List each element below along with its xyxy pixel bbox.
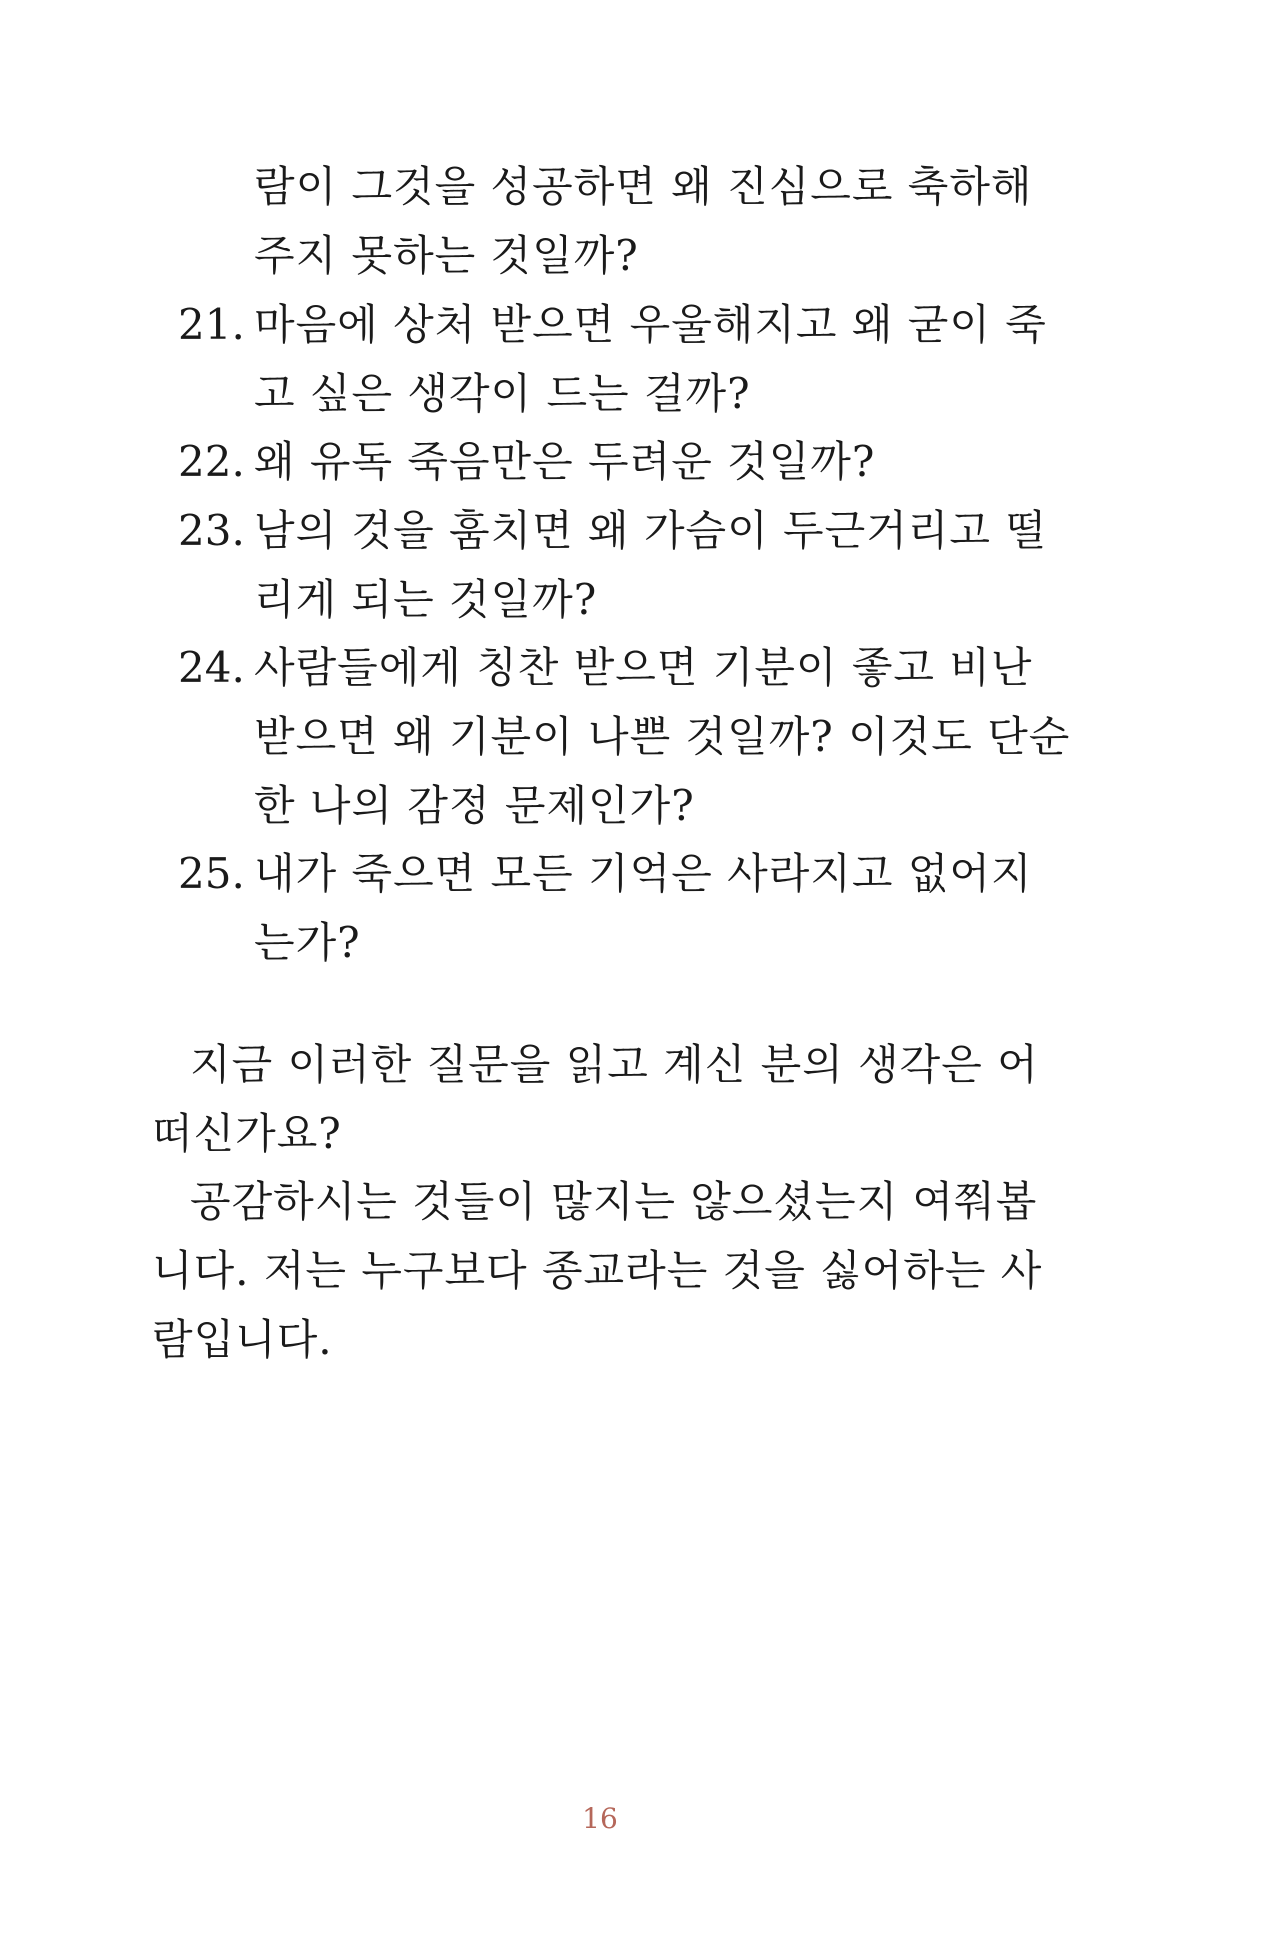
- question-line: 왜 유독 죽음만은 두려운 것일까?: [254, 437, 876, 486]
- question-line: 주지 못하는 것일까?: [254, 231, 639, 280]
- question-line: 마음에 상처 받으면 우울해지고 왜 굳이 죽: [254, 300, 1047, 349]
- question-line: 남의 것을 훔치면 왜 가슴이 두근거리고 떨: [254, 506, 1047, 555]
- question-line: 사람들에게 칭찬 받으면 기분이 좋고 비난: [254, 643, 1033, 692]
- question-number: 25.: [178, 849, 245, 898]
- question-line: 리게 되는 것일까?: [254, 575, 598, 624]
- question-number: 22.: [178, 437, 245, 486]
- question-number: 24.: [178, 643, 245, 692]
- question-line: 받으면 왜 기분이 나쁜 것일까? 이것도 단순: [254, 712, 1071, 761]
- page-number: 16: [582, 1802, 618, 1835]
- question-line: 람이 그것을 성공하면 왜 진심으로 축하해: [254, 162, 1033, 211]
- question-line: 한 나의 감정 문제인가?: [254, 781, 695, 830]
- question-line: 내가 죽으면 모든 기억은 사라지고 없어지: [254, 849, 1033, 898]
- question-line: 고 싶은 생각이 드는 걸까?: [254, 369, 751, 418]
- question-number: 21.: [178, 300, 245, 349]
- paragraph-line: 공감하시는 것들이 많지는 않으셨는지 여쭤봅: [190, 1177, 1038, 1226]
- paragraph-line: 람입니다.: [152, 1315, 333, 1364]
- paragraph-line: 지금 이러한 질문을 읽고 계신 분의 생각은 어: [190, 1040, 1039, 1089]
- paragraph-line: 니다. 저는 누구보다 종교라는 것을 싫어하는 사: [152, 1246, 1043, 1295]
- question-number: 23.: [178, 506, 245, 555]
- paragraph-line: 떠신가요?: [152, 1109, 342, 1158]
- question-line: 는가?: [254, 918, 361, 967]
